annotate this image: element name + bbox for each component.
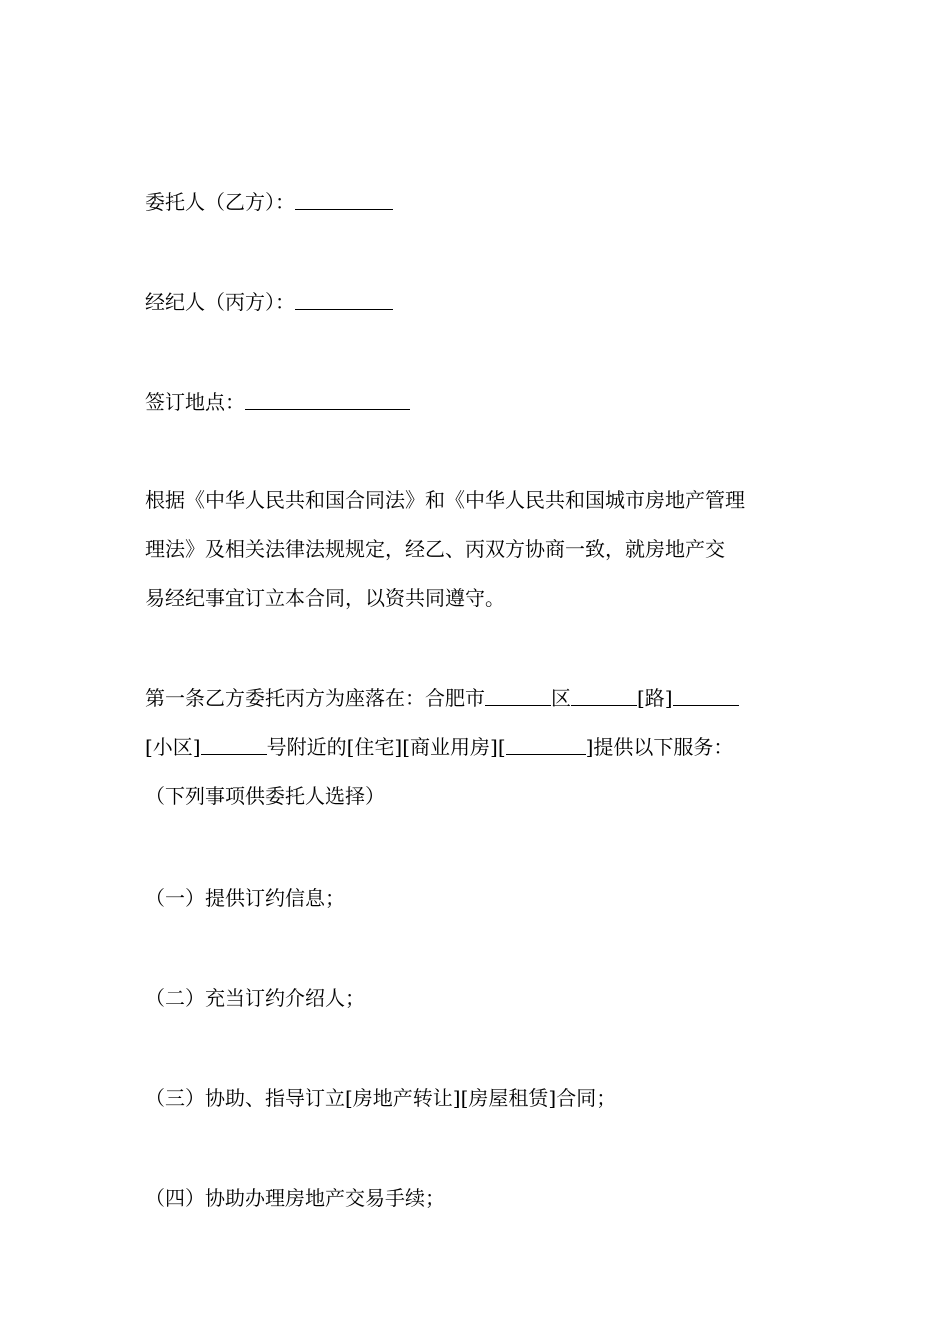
service-item-4: （四）协助办理房地产交易手续；	[145, 1186, 445, 1210]
article-1-line-1	[145, 688, 815, 708]
preamble-paragraph	[145, 490, 815, 637]
road-label: [路]	[637, 686, 673, 710]
article-1-line-2	[145, 737, 815, 757]
party-b-label: 委托人（乙方）：	[145, 190, 295, 214]
city-blank	[485, 689, 551, 706]
community-blank	[201, 738, 267, 755]
service-item-1: （一）提供订约信息；	[145, 886, 345, 910]
road-blank	[673, 689, 739, 706]
party-c-blank	[295, 293, 393, 310]
party-b-line	[145, 192, 815, 212]
signing-place-line	[145, 392, 815, 412]
community-label: [小区]	[145, 735, 201, 759]
preamble-line-3: 易经纪事宜订立本合同，以资共同遵守。	[145, 586, 505, 610]
article-1-text-3: ]提供以下服务：	[585, 735, 734, 759]
district-blank	[571, 689, 637, 706]
district-label: 区	[551, 686, 571, 710]
signing-place-label: 签订地点：	[145, 390, 245, 414]
preamble-line-2: 理法》及相关法律法规规定，经乙、丙双方协商一致，就房地产交	[145, 537, 725, 561]
property-type-blank	[506, 738, 586, 755]
party-c-line	[145, 292, 815, 312]
preamble-line-1: 根据《中华人民共和国合同法》和《中华人民共和国城市房地产管理	[145, 488, 745, 512]
article-1-line-3: （下列事项供委托人选择）	[145, 784, 385, 808]
service-item-2: （二）充当订约介绍人；	[145, 986, 365, 1010]
article-1-paragraph	[145, 688, 815, 835]
article-1-text-2: 号附近的[住宅][商业用房][	[266, 735, 506, 759]
service-item-3: （三）协助、指导订立[房地产转让][房屋租赁]合同；	[145, 1086, 617, 1110]
party-c-label: 经纪人（丙方）：	[145, 290, 295, 314]
signing-place-blank	[245, 393, 410, 410]
party-b-blank	[295, 193, 393, 210]
article-1-text-1: 第一条乙方委托丙方为座落在：合肥市	[145, 686, 485, 710]
